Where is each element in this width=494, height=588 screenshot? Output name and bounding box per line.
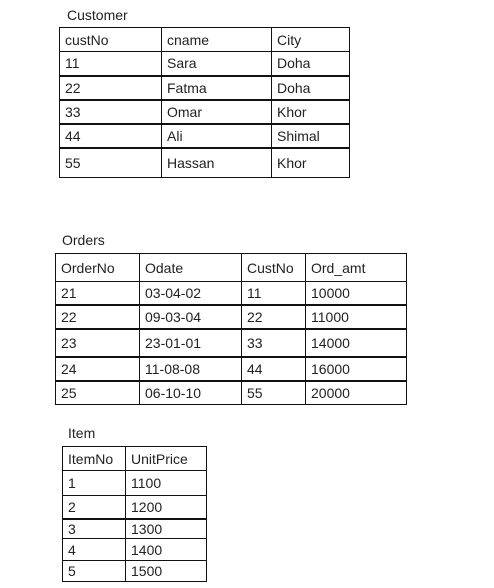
cell: 09-03-04 [140, 305, 242, 329]
table-row [60, 124, 350, 148]
table-row [56, 282, 407, 305]
cell: 1500 [126, 561, 207, 582]
cell: 1300 [126, 519, 207, 539]
cell: 11 [60, 52, 162, 76]
cell: 23 [56, 329, 140, 357]
cell: 2 [63, 496, 126, 519]
customer-table-title: Customer [67, 7, 128, 23]
cell: 25 [56, 381, 140, 405]
cell: 5 [63, 561, 126, 582]
item-table [62, 446, 207, 582]
table-row [60, 52, 350, 76]
cell: 1400 [126, 539, 207, 561]
table-header-row [56, 254, 407, 282]
table-row [60, 148, 350, 178]
table-row [60, 76, 350, 100]
cell: 24 [56, 357, 140, 381]
cell: 1100 [126, 471, 207, 496]
cell: Fatma [162, 76, 272, 100]
cell: Doha [272, 52, 350, 76]
cell: 16000 [306, 357, 407, 381]
cell: 06-10-10 [140, 381, 242, 405]
cell: Khor [272, 148, 350, 178]
cell: 03-04-02 [140, 282, 242, 305]
cell: 1200 [126, 496, 207, 519]
cell: 55 [60, 148, 162, 178]
cell: 14000 [306, 329, 407, 357]
column-header: City [272, 28, 350, 52]
table-row [63, 539, 207, 561]
cell: 11-08-08 [140, 357, 242, 381]
table-row [63, 496, 207, 519]
cell: 22 [242, 305, 306, 329]
cell: Sara [162, 52, 272, 76]
cell: 20000 [306, 381, 407, 405]
cell: 11 [242, 282, 306, 305]
table-row [63, 471, 207, 496]
table-row [56, 329, 407, 357]
cell: 11000 [306, 305, 407, 329]
cell: Khor [272, 100, 350, 124]
cell: 1 [63, 471, 126, 496]
column-header: OrderNo [56, 254, 140, 282]
table-row [63, 561, 207, 582]
cell: 22 [60, 76, 162, 100]
cell: 22 [56, 305, 140, 329]
cell: 4 [63, 539, 126, 561]
cell: 55 [242, 381, 306, 405]
cell: 3 [63, 519, 126, 539]
customer-table [59, 27, 350, 178]
column-header: ItemNo [63, 447, 126, 471]
cell: 23-01-01 [140, 329, 242, 357]
cell: Hassan [162, 148, 272, 178]
table-row [56, 305, 407, 329]
cell: 10000 [306, 282, 407, 305]
table-row [56, 357, 407, 381]
column-header: UnitPrice [126, 447, 207, 471]
cell: Shimal [272, 124, 350, 148]
cell: 44 [242, 357, 306, 381]
cell: Ali [162, 124, 272, 148]
cell: Omar [162, 100, 272, 124]
cell: Doha [272, 76, 350, 100]
column-header: Odate [140, 254, 242, 282]
orders-table [55, 253, 407, 405]
table-row [56, 381, 407, 405]
item-table-title: Item [68, 425, 96, 441]
orders-table-title: Orders [62, 232, 105, 248]
cell: 21 [56, 282, 140, 305]
table-row [63, 519, 207, 539]
cell: 44 [60, 124, 162, 148]
cell: 33 [242, 329, 306, 357]
column-header: Ord_amt [306, 254, 407, 282]
column-header: cname [162, 28, 272, 52]
cell: 33 [60, 100, 162, 124]
column-header: CustNo [242, 254, 306, 282]
table-header-row [60, 28, 350, 52]
table-row [60, 100, 350, 124]
column-header: custNo [60, 28, 162, 52]
table-header-row [63, 447, 207, 471]
